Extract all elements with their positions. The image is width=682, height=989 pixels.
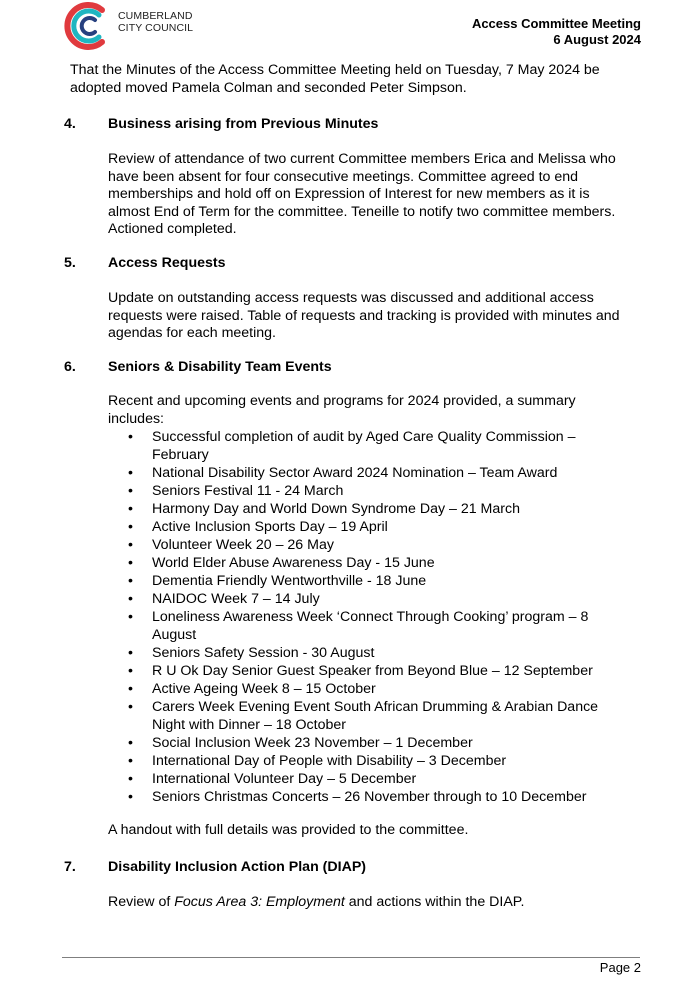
bullet-icon: • <box>128 645 133 661</box>
bullet-icon: • <box>128 519 133 535</box>
section-5-title: Access Requests <box>108 255 226 271</box>
list-item-text: Successful completion of audit by Aged Care Quality Commission – February <box>152 429 576 463</box>
bullet-icon: • <box>128 555 133 571</box>
logo-line-1: CUMBERLAND <box>118 10 193 22</box>
list-item-text: Seniors Christmas Concerts – 26 November through to 10 December <box>152 789 587 805</box>
list-item-text: Seniors Safety Session - 30 August <box>152 645 375 661</box>
list-item <box>108 518 628 536</box>
list-item-text: Seniors Festival 11 - 24 March <box>152 483 344 499</box>
list-item-text: R U Ok Day Senior Guest Speaker from Beyond Blue – 12 September <box>152 663 593 679</box>
list-item-text: Active Ageing Week 8 – 15 October <box>152 681 376 697</box>
logo-wordmark <box>118 10 193 34</box>
list-item-text: World Elder Abuse Awareness Day - 15 June <box>152 555 435 571</box>
list-item <box>108 788 628 806</box>
list-item <box>108 608 628 644</box>
list-item <box>108 770 628 788</box>
list-item-text: Active Inclusion Sports Day – 19 April <box>152 519 388 535</box>
list-item <box>108 698 628 734</box>
bullet-icon: • <box>128 663 133 679</box>
list-item <box>108 680 628 698</box>
list-item-text: Loneliness Awareness Week ‘Connect Through Cooking’ program – 8 August <box>152 609 589 643</box>
meeting-date: 6 August 2024 <box>553 32 641 47</box>
section-4-title: Business arising from Previous Minutes <box>108 116 379 132</box>
bullet-icon: • <box>128 429 133 445</box>
section-7-number: 7. <box>64 859 76 875</box>
meeting-title: Access Committee Meeting <box>471 16 641 31</box>
section-7-text-after: and actions within the DIAP. <box>344 894 525 910</box>
bullet-icon: • <box>128 501 133 517</box>
section-7-text <box>108 894 628 912</box>
section-4-number: 4. <box>64 116 76 132</box>
bullet-icon: • <box>128 609 133 625</box>
list-item-text: Dementia Friendly Wentworthville - 18 June <box>152 573 427 589</box>
list-item <box>108 752 628 770</box>
minutes-adoption-paragraph: That the Minutes of the Access Committee Meeting held on Tuesday, 7 May 2024 be adopted moved Pamela Colman and seconded Peter Simpson. <box>70 62 600 96</box>
bullet-icon: • <box>128 789 133 805</box>
list-item-text: NAIDOC Week 7 – 14 July <box>152 591 320 607</box>
list-item <box>108 482 628 500</box>
council-logo-icon <box>62 0 114 52</box>
list-item-text: National Disability Sector Award 2024 Nomination – Team Award <box>152 465 558 481</box>
section-4-text: Review of attendance of two current Committee members Erica and Melissa who have been absent for four consecutive meetings. Committee agreed to end memberships and hold off on Expression of Interest for new members as it is almost End of Term for the committee. Teneille to notify two committee members. Actioned completed. <box>108 151 616 237</box>
list-item <box>108 572 628 590</box>
section-7-text-before: Review of <box>108 894 175 910</box>
section-5-number: 5. <box>64 255 76 271</box>
list-item <box>108 644 628 662</box>
list-item <box>108 428 628 464</box>
bullet-icon: • <box>128 735 133 751</box>
section-6-number: 6. <box>64 359 76 375</box>
bullet-icon: • <box>128 699 133 715</box>
section-6-title: Seniors & Disability Team Events <box>108 359 332 375</box>
section-7-title: Disability Inclusion Action Plan (DIAP) <box>108 859 367 875</box>
section-5-text: Update on outstanding access requests was discussed and additional access requests were raised. Table of requests and tracking is provided with minutes and agendas for each meeting. <box>108 290 620 341</box>
logo-line-2: CITY COUNCIL <box>118 22 194 34</box>
list-item <box>108 500 628 518</box>
bullet-icon: • <box>128 573 133 589</box>
footer-divider <box>62 957 640 958</box>
list-item <box>108 464 628 482</box>
bullet-icon: • <box>128 483 133 499</box>
list-item-text: International Volunteer Day – 5 December <box>152 771 417 787</box>
bullet-icon: • <box>128 681 133 697</box>
list-item <box>108 590 628 608</box>
list-item <box>108 734 628 752</box>
section-6-text: Recent and upcoming events and programs for 2024 provided, a summary includes: <box>108 393 576 427</box>
list-item-text: Carers Week Evening Event South African Drumming & Arabian Dance Night with Dinner – 18 October <box>152 699 599 733</box>
section-7-emphasis: Focus Area 3: Employment <box>174 894 345 910</box>
events-list <box>108 428 628 806</box>
cumberland-city-council-logo <box>62 0 222 56</box>
bullet-icon: • <box>128 771 133 787</box>
meeting-header <box>472 16 641 48</box>
list-item <box>108 662 628 680</box>
list-item-text: Harmony Day and World Down Syndrome Day – 21 March <box>152 501 520 517</box>
list-item-text: Volunteer Week 20 – 26 May <box>152 537 334 553</box>
bullet-icon: • <box>128 591 133 607</box>
list-item <box>108 554 628 572</box>
list-item <box>108 536 628 554</box>
bullet-icon: • <box>128 537 133 553</box>
list-item-text: International Day of People with Disability – 3 December <box>152 753 507 769</box>
section-6-closing: A handout with full details was provided to the committee. <box>108 822 469 838</box>
bullet-icon: • <box>128 465 133 481</box>
bullet-icon: • <box>128 753 133 769</box>
list-item-text: Social Inclusion Week 23 November – 1 December <box>152 735 473 751</box>
page-number: Page 2 <box>599 960 641 975</box>
